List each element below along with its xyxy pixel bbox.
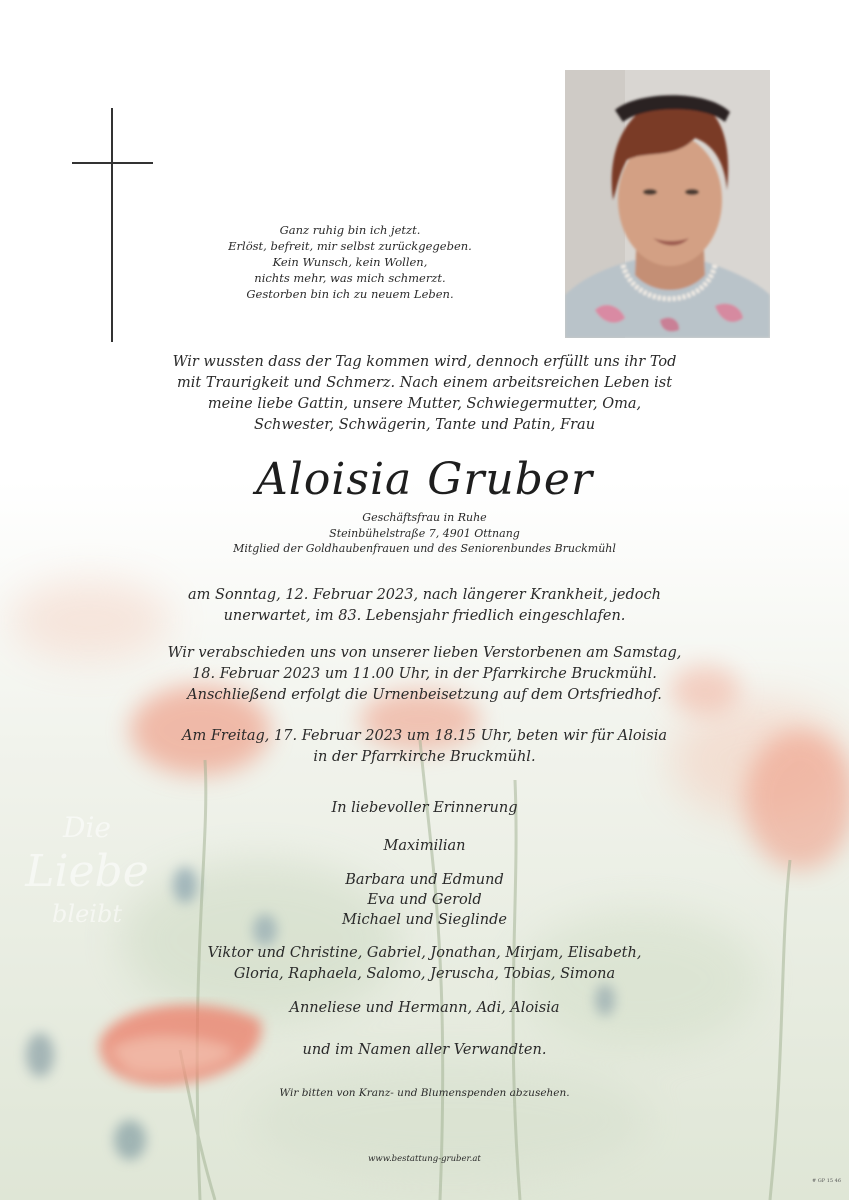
cross-icon-bar [72,162,153,164]
farewell-line: Anschließend erfolgt die Urnenbeisetzung auf dem Ortsfriedhof. [187,687,662,703]
donation-note: Wir bitten von Kranz- und Blumenspenden abzusehen. [279,1087,570,1099]
intro-line: meine liebe Gattin, unsere Mutter, Schwiegermutter, Oma, [207,396,642,412]
passing-line: unerwartet, im 83. Lebensjahr friedlich eingeschlafen. [223,608,626,624]
portrait-photo [565,70,770,338]
poem-line: Erlöst, befreit, mir selbst zurückgegeben. [228,239,472,253]
intro-line: mit Traurigkeit und Schmerz. Nach einem arbeitsreichen Leben ist [176,375,673,391]
poem-line: Kein Wunsch, kein Wollen, [272,255,428,269]
detail-line: Geschäftsfrau in Ruhe [362,511,487,524]
grandchildren-line: Gloria, Raphaela, Salomo, Jeruscha, Tobias, Simona [233,966,616,982]
prayer-line: in der Pfarrkirche Bruckmühl. [313,749,536,765]
poem [190,222,510,302]
poem-line: Gestorben bin ich zu neuem Leben. [246,287,454,301]
watermark-line: Liebe [25,846,149,897]
intro-line: Schwester, Schwägerin, Tante und Patin, Frau [253,417,596,433]
spouse-name: Maximilian [383,838,466,854]
watermark-text [22,810,152,930]
deceased-details [0,510,849,557]
child-entry: Michael und Sieglinde [342,912,507,928]
detail-line: Mitglied der Goldhaubenfrauen und des Seniorenbundes Bruckmühl [233,542,616,555]
passing-paragraph [0,585,849,627]
watermark-line: Die [63,811,111,844]
mourners-heading: In liebevoller Erinnerung [331,800,518,816]
grandchildren-line: Viktor und Christine, Gabriel, Jonathan, Mirjam, Elisabeth, [207,945,642,961]
intro-line: Wir wussten dass der Tag kommen wird, dennoch erfüllt uns ihr Tod [172,354,677,370]
deceased-name: Aloisia Gruber [255,454,594,505]
child-entry: Barbara und Edmund [345,872,504,888]
grandchildren-list [0,943,849,985]
watermark-line: bleibt [52,900,122,928]
print-code: # GP 15 46 [812,1178,842,1184]
cross-icon [111,108,113,342]
prayer-paragraph [0,726,849,768]
farewell-paragraph [0,643,849,706]
farewell-line: 18. Februar 2023 um 11.00 Uhr, in der Pfarrkirche Bruckmühl. [192,666,657,682]
poem-line: Ganz ruhig bin ich jetzt. [279,223,421,237]
website-link[interactable]: www.bestattung-gruber.at [368,1154,481,1164]
passing-line: am Sonntag, 12. Februar 2023, nach längerer Krankheit, jedoch [188,587,661,603]
prayer-line: Am Freitag, 17. Februar 2023 um 18.15 Uhr, beten wir für Aloisia [182,728,667,744]
child-entry: Eva und Gerold [367,892,482,908]
intro-paragraph [0,352,849,436]
poem-line: nichts mehr, was mich schmerzt. [254,271,446,285]
siblings-entry: Anneliese und Hermann, Adi, Aloisia [289,1000,560,1016]
detail-line: Steinbühelstraße 7, 4901 Ottnang [329,526,520,540]
farewell-line: Wir verabschieden uns von unserer lieben Verstorbenen am Samstag, [167,645,682,661]
relatives-line: und im Namen aller Verwandten. [302,1042,547,1058]
